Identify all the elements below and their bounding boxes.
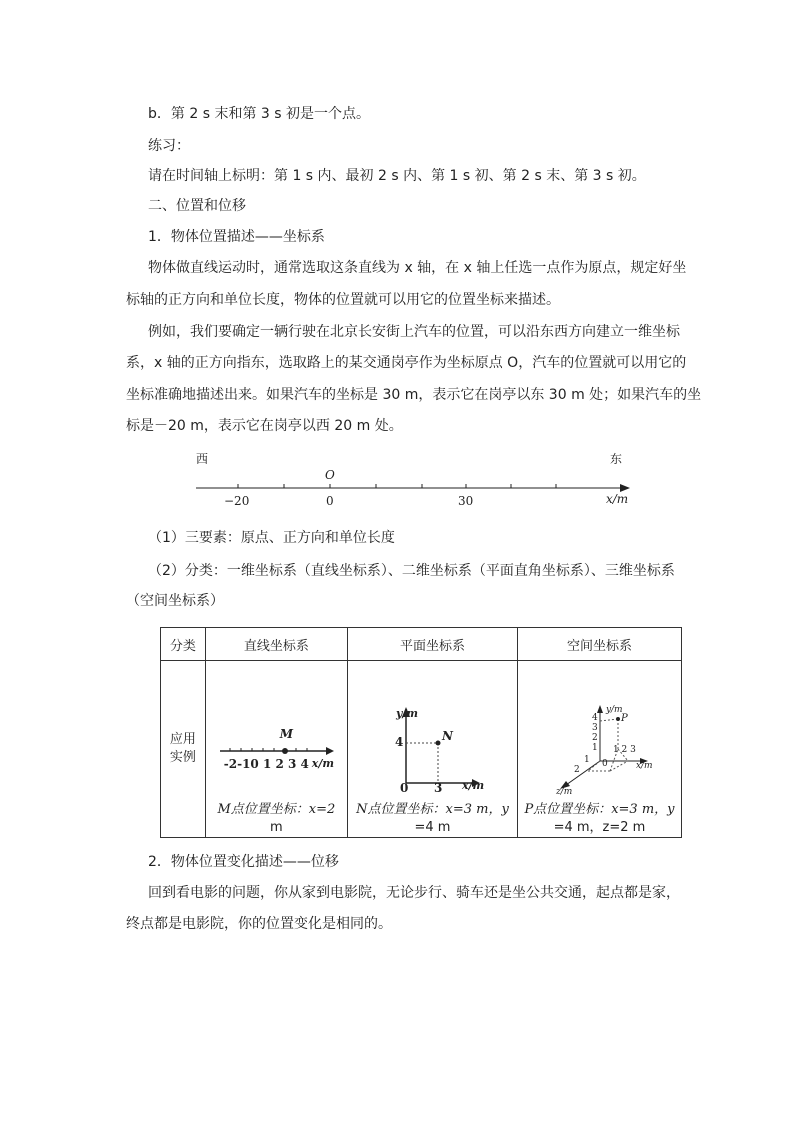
coordinate-system-table: [160, 627, 682, 838]
caption: [348, 801, 517, 819]
caption-text: P点位置坐标：: [524, 802, 612, 817]
number-line-axis: [190, 448, 640, 518]
y-tick-label: 4: [591, 713, 598, 723]
caption-text: =4 m，z=2 m: [553, 820, 646, 835]
subsection-heading: 2．物体位置变化描述——位移: [148, 854, 339, 870]
caption-text: x=2: [308, 802, 336, 817]
origin-label: 0: [601, 759, 608, 769]
caption: [518, 801, 681, 819]
z-tick-label: 1: [583, 755, 590, 765]
caption-text: x=3 m，y: [611, 802, 675, 817]
caption-text: M点位置坐标：: [217, 802, 309, 817]
paragraph-line: 标是－20 m，表示它在岗亭以西 20 m 处。: [126, 418, 403, 434]
table-row: [161, 661, 682, 838]
tick-label: −20: [224, 494, 250, 508]
tick-label: 30: [458, 494, 474, 508]
example-cell-3d: [517, 661, 681, 838]
point-p-label: P: [620, 713, 628, 724]
paragraph-line: 终点都是电影院，你的位置变化是相同的。: [126, 916, 392, 932]
line-coordinate-figure: [206, 661, 347, 801]
text-line: 练习：: [148, 138, 190, 154]
line-axis-graphic: [206, 661, 348, 801]
z-axis-label: z/m: [555, 787, 573, 797]
caption-text: m: [270, 820, 283, 835]
row-label: 实例: [169, 750, 196, 765]
axis-unit-label: x/m: [606, 492, 629, 506]
space-coordinate-figure: [518, 661, 681, 801]
y-tick-label: 1: [591, 743, 598, 753]
paragraph-line: 例如，我们要确定一辆行驶在北京长安街上汽车的位置，可以沿东西方向建立一维坐标: [148, 324, 680, 340]
east-label: 东: [610, 452, 623, 466]
axis-unit-label: x/m: [311, 757, 334, 770]
z-tick-label: 2: [573, 765, 580, 775]
table-header-row: [161, 628, 682, 661]
x-axis-label: x/m: [635, 761, 653, 771]
y-tick-label: 4: [394, 735, 404, 749]
y-tick-label: 3: [591, 723, 598, 733]
text-line: （2）分类：一维坐标系（直线坐标系）、二维坐标系（平面直角坐标系）、三维坐标系: [148, 563, 675, 579]
origin-label: O: [325, 468, 335, 482]
point-n-label: N: [441, 729, 453, 743]
header-cell: 分类: [161, 628, 206, 661]
example-cell-2d: [347, 661, 517, 838]
section-heading: 二、位置和位移: [148, 198, 246, 214]
paragraph-line: 回到看电影的问题，你从家到电影院，无论步行、骑车还是坐公共交通，起点都是家，: [148, 885, 680, 901]
y-axis-label: y/m: [395, 707, 419, 720]
space-axis-graphic: [518, 661, 682, 801]
caption-text: =4 m: [414, 820, 451, 835]
paragraph-line: 标轴的正方向和单位长度，物体的位置就可以用它的位置坐标来描述。: [126, 292, 560, 308]
plane-coordinate-figure: [348, 661, 517, 801]
text-line: 请在时间轴上标明：第 1 s 内、最初 2 s 内、第 1 s 初、第 2 s 末、第 3 s 初。: [148, 168, 646, 184]
origin-label: 0: [399, 781, 409, 795]
text-line: b．第 2 s 末和第 3 s 初是一个点。: [148, 106, 370, 122]
x-axis-label: x/m: [461, 779, 485, 792]
y-tick-label: 2: [591, 733, 598, 743]
plane-axis-graphic: [348, 661, 518, 801]
row-label-cell: [161, 661, 206, 838]
header-cell: 直线坐标系: [205, 628, 347, 661]
header-cell: 平面坐标系: [347, 628, 517, 661]
paragraph-line: 坐标准确地描述出来。如果汽车的坐标是 30 m，表示它在岗亭以东 30 m 处；如果汽车的坐: [126, 387, 702, 403]
text-line: （1）三要素：原点、正方向和单位长度: [148, 530, 395, 546]
x-tick-labels: 1 2 3: [612, 745, 636, 755]
caption: [206, 801, 347, 819]
tick-labels: -2-10 1 2 3 4: [223, 757, 309, 771]
paragraph-line: 物体做直线运动时，通常选取这条直线为 x 轴，在 x 轴上任选一点作为原点，规定好坐: [148, 260, 687, 276]
number-line-figure: [190, 448, 640, 518]
paragraph-line: 系，x 轴的正方向指东，选取路上的某交通岗亭作为坐标原点 O，汽车的位置就可以用它的: [126, 355, 687, 371]
x-tick-label: 3: [433, 781, 443, 795]
header-cell: 空间坐标系: [517, 628, 681, 661]
y-axis-label: y/m: [605, 705, 623, 715]
point-m-label: M: [279, 727, 294, 741]
tick-label: 0: [326, 494, 334, 508]
caption-text: x=3 m，y: [445, 802, 509, 817]
west-label: 西: [196, 452, 209, 466]
example-cell-1d: [205, 661, 347, 838]
text-line: （空间坐标系）: [126, 593, 224, 609]
row-label: 应用: [169, 732, 196, 747]
subsection-heading: 1．物体位置描述——坐标系: [148, 229, 325, 245]
caption-text: N点位置坐标：: [356, 802, 446, 817]
